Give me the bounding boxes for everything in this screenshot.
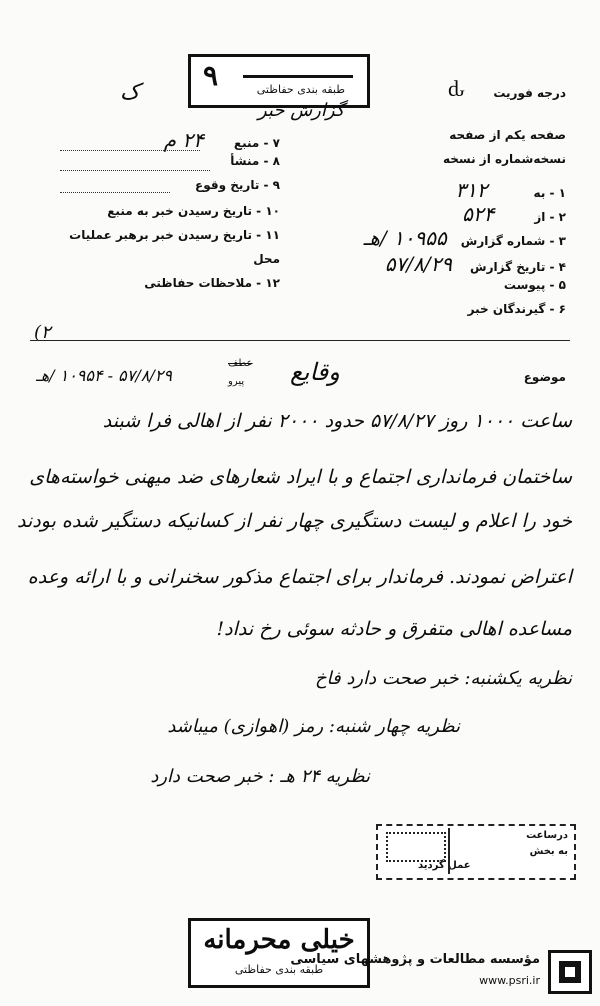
field-attachment: ۵ - پیوست xyxy=(503,278,566,292)
ref-value: ۵۷/۸/۲۹ - ۱۰۹۵۴ /هـ xyxy=(36,366,172,385)
stamp-line-section: به بخش xyxy=(529,846,568,857)
subject-row xyxy=(30,356,570,396)
stamp-divider xyxy=(448,828,450,874)
ref-label-bottom: پیرو xyxy=(228,376,245,387)
corner-mark: ԃ xyxy=(448,77,465,102)
left-fields xyxy=(40,122,290,302)
classification-strike xyxy=(243,75,353,78)
subject-value: وقایع xyxy=(290,358,340,386)
stamp-line-done: عمل گردید xyxy=(418,860,471,871)
field-location: محل xyxy=(253,252,280,266)
handwritten-top-title: گزارش خبر xyxy=(258,100,345,121)
footer-classification-sub: طبقه بندی حفاظتی xyxy=(234,963,324,976)
occurrence-line xyxy=(60,192,170,193)
body-line: مساعده اهالی متفرق و حادثه سوئی رخ نداد! xyxy=(216,618,572,640)
field-recipients: ۶ - گیرندگان خبر xyxy=(467,302,566,316)
classification-label: طبقه بندی حفاظتی xyxy=(256,83,345,96)
body-line: نظریه چهار شنبه: رمز (اهوازی) میباشد xyxy=(167,716,460,737)
field-page: صفحه یکم از صفحه xyxy=(449,128,566,142)
body-line: ساعت ۱۰۰۰ روز ۵۷/۸/۲۷ حدود ۲۰۰۰ نفر از اهالی فرا شبند xyxy=(102,410,572,432)
stamp-line-time: درساعت xyxy=(526,830,568,841)
stamp-inner-box xyxy=(386,832,446,862)
margin-mark: (٢ xyxy=(34,322,51,343)
distribution-stamp xyxy=(376,824,576,880)
footer-classification: خیلی محرمانه xyxy=(203,925,355,955)
institute-logo-shape xyxy=(551,953,589,991)
institute-logo-icon xyxy=(548,950,592,994)
field-copy: نسخه‌شماره از نسخه xyxy=(442,152,566,166)
classification-number: ۹ xyxy=(203,59,219,92)
field-security-notes: ۱۲ - ملاحظات حفاظتی xyxy=(144,276,280,290)
body-line: اعتراض نمودند. فرماندار برای اجتماع مذکور سخنرانی و با ارائه وعده xyxy=(27,566,572,588)
field-to: ۱ - به ۳۱۲ xyxy=(455,178,566,202)
source-line xyxy=(60,150,200,151)
field-from: ۲ - از ۵۲۴ xyxy=(462,202,566,226)
priority-label: درجه فوریت xyxy=(493,86,566,100)
body-line: نظریه یکشنبه: خبر صحت دارد فاخ xyxy=(314,668,572,689)
body-line: نظریه ۲۴ هـ : خبر صحت دارد xyxy=(150,766,370,787)
field-source: ۷ - منبع ۲۴ م xyxy=(163,128,280,152)
body-line: ساختمان فرمانداری اجتماع و با ایراد شعارهای ضد میهنی خواسته‌های xyxy=(29,466,572,488)
field-origin: ۸ - منشأ xyxy=(230,154,280,168)
field-occurrence-date: ۹ - تاریخ وقوع xyxy=(195,178,280,192)
handwritten-mark: ک xyxy=(120,80,140,105)
field-source-receipt-date: ۱۰ - تاریخ رسیدن خبر به منبع xyxy=(107,204,280,218)
ref-label-top: عطف xyxy=(228,358,253,369)
report-body xyxy=(17,410,580,810)
origin-line xyxy=(60,170,210,171)
field-ops-receipt-date: ۱۱ - تاریخ رسیدن خبر برهبر عملیات xyxy=(69,228,280,242)
subject-label: موضوع xyxy=(523,370,566,384)
body-line: خود را اعلام و لیست دستگیری چهار نفر از کسانیکه دستگیر شده بودند xyxy=(17,510,572,532)
field-report-number: ۳ - شماره گزارش ۱۰۹۵۵ /هـ xyxy=(363,226,566,250)
institute-url[interactable]: www.psri.ir xyxy=(479,974,540,987)
right-fields xyxy=(300,122,580,322)
institute-name: مؤسسه مطالعات و پژوهشهای سیاسی xyxy=(290,952,540,967)
field-report-date: ۴ - تاریخ گزارش ۵۷/۸/۲۹ xyxy=(384,252,566,276)
header-divider xyxy=(30,340,570,341)
